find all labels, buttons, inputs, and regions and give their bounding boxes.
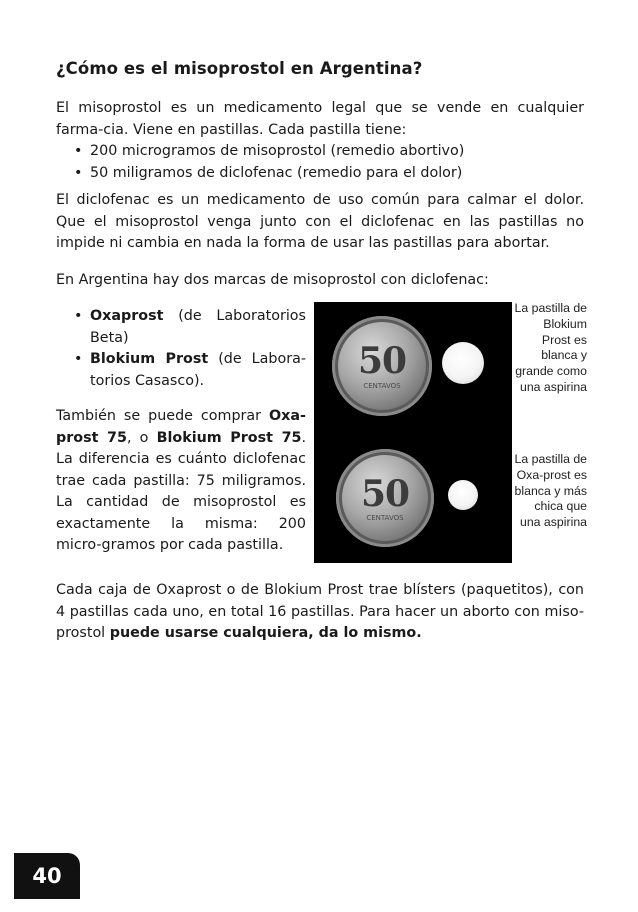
strength-option-blokium: Blokium Prost 75 <box>156 429 302 446</box>
brand-name: Oxaprost <box>90 308 164 324</box>
intro-paragraph <box>56 98 584 184</box>
pill-image <box>442 342 484 384</box>
closing-text: Cada caja de Oxaprost o de Blokium Prost trae blísters (paquetitos), con 4 pastillas cada uno, en total 16 pastillas. Para hacer un aborto con miso-prostol <box>56 582 584 641</box>
brand-detail: (de Labora-torios Casasco). <box>90 351 307 389</box>
pill-photo-blokium <box>314 302 512 434</box>
coin-image <box>332 316 432 416</box>
ingredient-item: • 50 miligramos de diclofenac (remedio para el dolor) <box>56 163 584 185</box>
ingredients-list <box>56 141 584 184</box>
brands-column <box>56 306 306 557</box>
pill-photo-oxaprost <box>314 433 512 563</box>
photo-caption: La pastilla de Blokium Prost es blanca y grande como una aspirina <box>514 301 587 394</box>
strength-suffix: . La diferencia es cuánto diclofenac trae cada pastilla: 75 miligramos. La cantidad de misoprostol es exactamente la misma: 200 micro-gramos por cada pastilla. <box>56 429 307 553</box>
brand-item <box>56 306 306 349</box>
brand-name: Blokium Prost <box>90 351 209 367</box>
page-title: ¿Cómo es el misoprostol en Argentina? <box>56 59 423 78</box>
page-number: 40 <box>14 853 80 899</box>
coin-image <box>336 449 434 547</box>
closing-paragraph <box>56 580 584 645</box>
strength-prefix: También se puede comprar <box>56 408 270 424</box>
ingredient-item: • 200 microgramos de misoprostol (remedio abortivo) <box>56 141 584 163</box>
coin-text: CENTAVOS <box>363 382 401 390</box>
intro-text: El misoprostol es un medicamento legal que se vende en cualquier farma-cia. Viene en pastillas. Cada pastilla tiene: <box>56 100 584 138</box>
brands-list <box>56 306 306 392</box>
brand-item <box>56 349 306 392</box>
pill-image <box>448 480 478 510</box>
strength-option-oxaprost: Oxa-prost 75 <box>56 408 306 446</box>
strength-middle: , o <box>126 429 157 446</box>
coin-value: 50 <box>357 340 407 382</box>
closing-emphasis: puede usarse cualquiera, da lo mismo. <box>109 625 422 641</box>
diclofenac-paragraph: El diclofenac es un medicamento de uso común para calmar el dolor. Que el misoprostol venga junto con el diclofenac en las pastillas no impide ni cambia en nada la forma de usar las pastillas para abortar. <box>56 192 584 251</box>
coin-value: 50 <box>360 472 410 515</box>
brand-detail: (de Laboratorios Beta) <box>90 308 306 346</box>
brands-intro: En Argentina hay dos marcas de misoprostol con diclofenac: <box>56 272 489 288</box>
strength-paragraph <box>56 406 306 557</box>
coin-text: CENTAVOS <box>366 513 404 522</box>
photo-caption: La pastilla de Oxa-prost es blanca y más chica que una aspirina <box>514 452 587 530</box>
